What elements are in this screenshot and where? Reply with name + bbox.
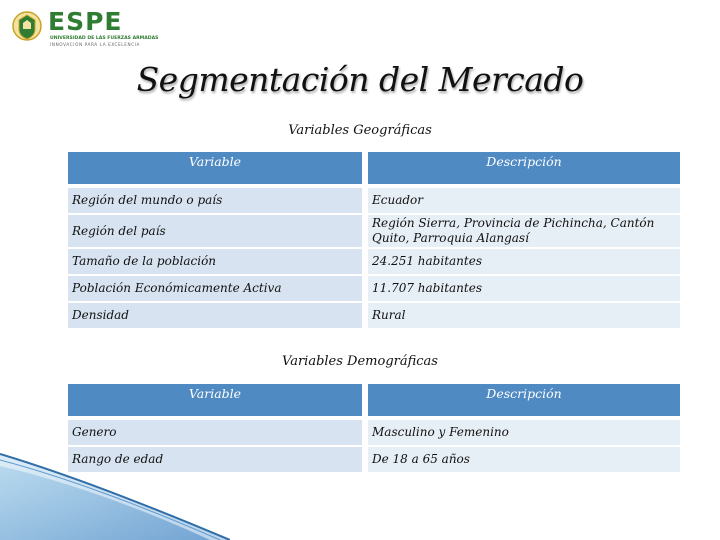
demo-description: Masculino y Femenino xyxy=(368,420,680,445)
table-row xyxy=(68,420,680,445)
decorative-swoosh xyxy=(0,452,230,540)
logo-tagline: UNIVERSIDAD DE LAS FUERZAS ARMADAS xyxy=(50,36,159,41)
demo-variable: Genero xyxy=(68,420,362,445)
geo-variable: Tamaño de la población xyxy=(68,249,362,274)
table-row xyxy=(68,276,680,301)
geo-table xyxy=(68,150,680,330)
geo-description: 24.251 habitantes xyxy=(368,249,680,274)
geo-description: Ecuador xyxy=(368,188,680,213)
espe-logo xyxy=(12,7,159,47)
university-seal-icon xyxy=(12,10,42,42)
table-row xyxy=(68,249,680,274)
slide-title: Segmentación del Mercado xyxy=(136,60,584,99)
geo-heading: Variables Geográficas xyxy=(288,123,432,138)
demo-variable: Rango de edad xyxy=(68,447,362,472)
demo-heading: Variables Demográficas xyxy=(282,354,438,369)
table-row xyxy=(68,303,680,328)
geo-description: 11.707 habitantes xyxy=(368,276,680,301)
geo-table-header xyxy=(68,152,680,186)
logo-motto: INNOVACIÓN PARA LA EXCELENCIA xyxy=(50,42,141,47)
geo-variable: Región del mundo o país xyxy=(68,188,362,213)
demo-description: De 18 a 65 años xyxy=(368,447,680,472)
geo-variable: Región del país xyxy=(68,215,362,247)
geo-col-description: Descripción xyxy=(368,152,680,186)
demo-col-description: Descripción xyxy=(368,384,680,418)
geo-variable: Densidad xyxy=(68,303,362,328)
table-row xyxy=(68,215,680,247)
demo-col-variable: Variable xyxy=(68,384,362,418)
geo-description: Región Sierra, Provincia de Pichincha, Cantón Quito, Parroquia Alangasí xyxy=(368,215,680,247)
demo-table-header xyxy=(68,384,680,418)
table-row xyxy=(68,188,680,213)
geo-col-variable: Variable xyxy=(68,152,362,186)
logo-brand: ESPE xyxy=(48,7,123,36)
geo-variable: Población Económicamente Activa xyxy=(68,276,362,301)
geo-description: Rural xyxy=(368,303,680,328)
